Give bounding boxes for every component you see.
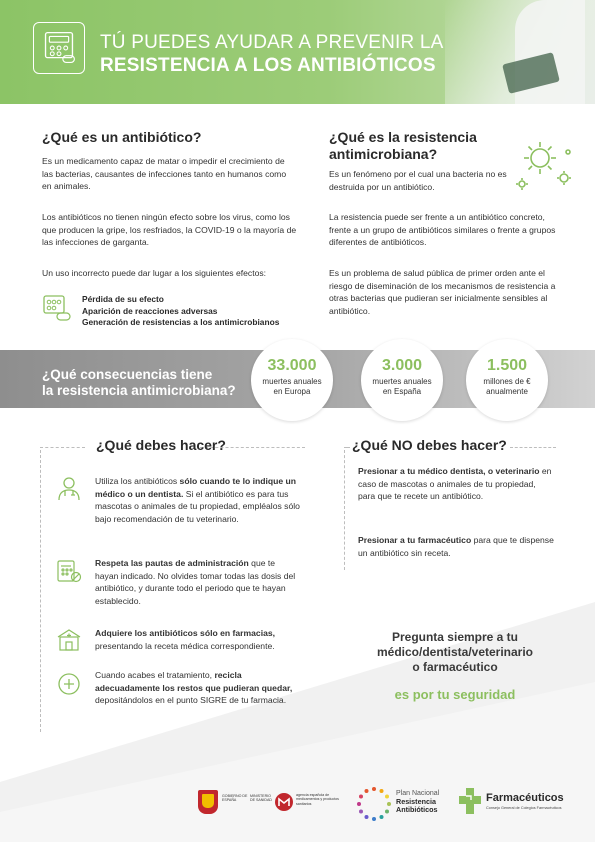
footer-logos	[0, 778, 595, 828]
dont-item: Presionar a tu farmacéutico para que te dispense un antibiótico sin receta.	[358, 535, 554, 558]
farm-name: Farmacéuticos	[486, 792, 564, 804]
effect-item: Generación de resistencias a los antimicrobianos	[82, 317, 280, 327]
dotted-ring-icon	[356, 786, 392, 822]
stat-spain-deaths	[361, 339, 443, 421]
antibiotic-paragraph-3: Un uso incorrecto puede dar lugar a los siguientes efectos:	[42, 268, 267, 278]
bacteria-icon	[512, 138, 578, 194]
todo-heading: ¿Qué debes hacer?	[96, 437, 226, 453]
stat-label: muertes anuales en España	[372, 377, 432, 396]
consequences-title-line2: la resistencia antimicrobiana?	[42, 383, 236, 398]
doctor-icon	[56, 475, 82, 501]
gov-text: GOBIERNO DE ESPAÑA	[222, 794, 248, 803]
callout-text: Pregunta siempre a tu médico/dentista/veterinario o farmacéutico	[376, 630, 534, 674]
todo-item: Respeta las pautas de administración que te hayan indicado. No olvides tomar todas las dosis del antibiótico, y durante todo el periodo que te hayan establecido.	[95, 558, 296, 606]
antibiotic-paragraph-2: Los antibióticos no tienen ningún efecto sobre los virus, como los que producen la gripe, los resfriados, la COVID-19 o la mayoría de las infecciones de garganta.	[42, 212, 297, 248]
resistance-paragraph-3: Es un problema de salud pública de primer orden ante el riesgo de diseminación de los mecanismos de resistencia a otras bacterias que pudieran ser inicialmente sensibles al antibiótico.	[329, 268, 556, 316]
pharmacist-photo	[445, 0, 595, 104]
aemps-logo-icon	[274, 791, 294, 813]
stat-number: 3.000	[381, 357, 423, 374]
resistance-paragraph-2: La resistencia puede ser frente a un antibiótico concreto, frente a un grupo de antibióticos similares o frente a grupos diferentes de antibióticos.	[329, 212, 556, 248]
ministry-text: MINISTERIO DE SANIDAD	[250, 794, 272, 803]
todo-item: Adquiere los antibióticos sólo en farmacias, presentando la receta médica correspondiente.	[95, 628, 276, 651]
plan-line1: Plan Nacional	[396, 790, 440, 797]
farmaceuticos-logo	[458, 786, 576, 820]
stat-number: 1.500	[486, 357, 528, 374]
divider	[344, 450, 345, 570]
effect-item: Aparición de reacciones adversas	[82, 305, 218, 316]
dont-heading: ¿Qué NO debes hacer?	[352, 437, 507, 453]
callout-slogan: es por tu seguridad	[394, 687, 516, 702]
header-banner	[0, 0, 595, 104]
dont-item: Presionar a tu médico dentista, o veterinario en caso de mascotas o animales de tu propiedad, para que te recete un antibiótico.	[358, 466, 552, 502]
resistance-paragraph-1: Es un fenómeno por el cual una bacteria no es destruida por un antibiótico.	[329, 169, 507, 192]
plan-line2-3: Resistencia Antibióticos	[396, 797, 438, 814]
calendar-pill-icon	[56, 558, 82, 584]
header-title-line2: RESISTENCIA A LOS ANTIBIÓTICOS	[100, 55, 436, 76]
pharmacy-cross-icon	[458, 786, 482, 816]
todo-item: Cuando acabes el tratamiento, recicla adecuadamente los restos que pudieran quedar, depositándolos en el punto SIGRE de tu farmacia.	[95, 670, 293, 706]
pill-box-icon	[33, 22, 85, 74]
header-title-line1: TÚ PUEDES AYUDAR A PREVENIR LA	[100, 32, 444, 53]
farm-sub: Consejo General de Colegios Farmacéuticos	[486, 806, 562, 810]
divider	[344, 447, 350, 448]
effect-item: Pérdida de su efecto	[82, 294, 164, 304]
recycle-icon	[56, 671, 82, 697]
resistance-heading: ¿Qué es la resistencia antimicrobiana?	[329, 129, 477, 162]
pills-icon	[42, 293, 72, 323]
stat-europe-deaths	[251, 339, 333, 421]
stat-cost	[466, 339, 548, 421]
stat-label: millones de € anualmente	[483, 377, 531, 396]
pharmacy-icon	[56, 627, 82, 653]
government-logo	[198, 790, 340, 816]
stat-label: muertes anuales en Europa	[262, 377, 322, 396]
safety-callout	[362, 630, 548, 702]
antibiotic-heading: ¿Qué es un antibiótico?	[42, 129, 202, 145]
consequences-title-line1: ¿Qué consecuencias tiene	[42, 367, 213, 382]
stat-number: 33.000	[267, 357, 317, 374]
divider	[40, 447, 85, 448]
divider	[40, 450, 41, 732]
divider	[510, 447, 556, 448]
agency-text: agencia española de medicamentos y productos sanitarios	[296, 793, 339, 806]
todo-item: Utiliza los antibióticos sólo cuando te lo indique un médico o un dentista. Si el antibiótico es para tus mascotas o animales de tu propiedad, empléalos sólo bajo recomendación de tu veterinario.	[95, 476, 300, 524]
plan-nacional-logo	[356, 786, 456, 824]
effects-list	[82, 294, 279, 329]
antibiotic-paragraph-1: Es un medicamento capaz de matar o impedir el crecimiento de las bacterias, causantes de infecciones tanto en humanos como en animales.	[42, 156, 287, 192]
